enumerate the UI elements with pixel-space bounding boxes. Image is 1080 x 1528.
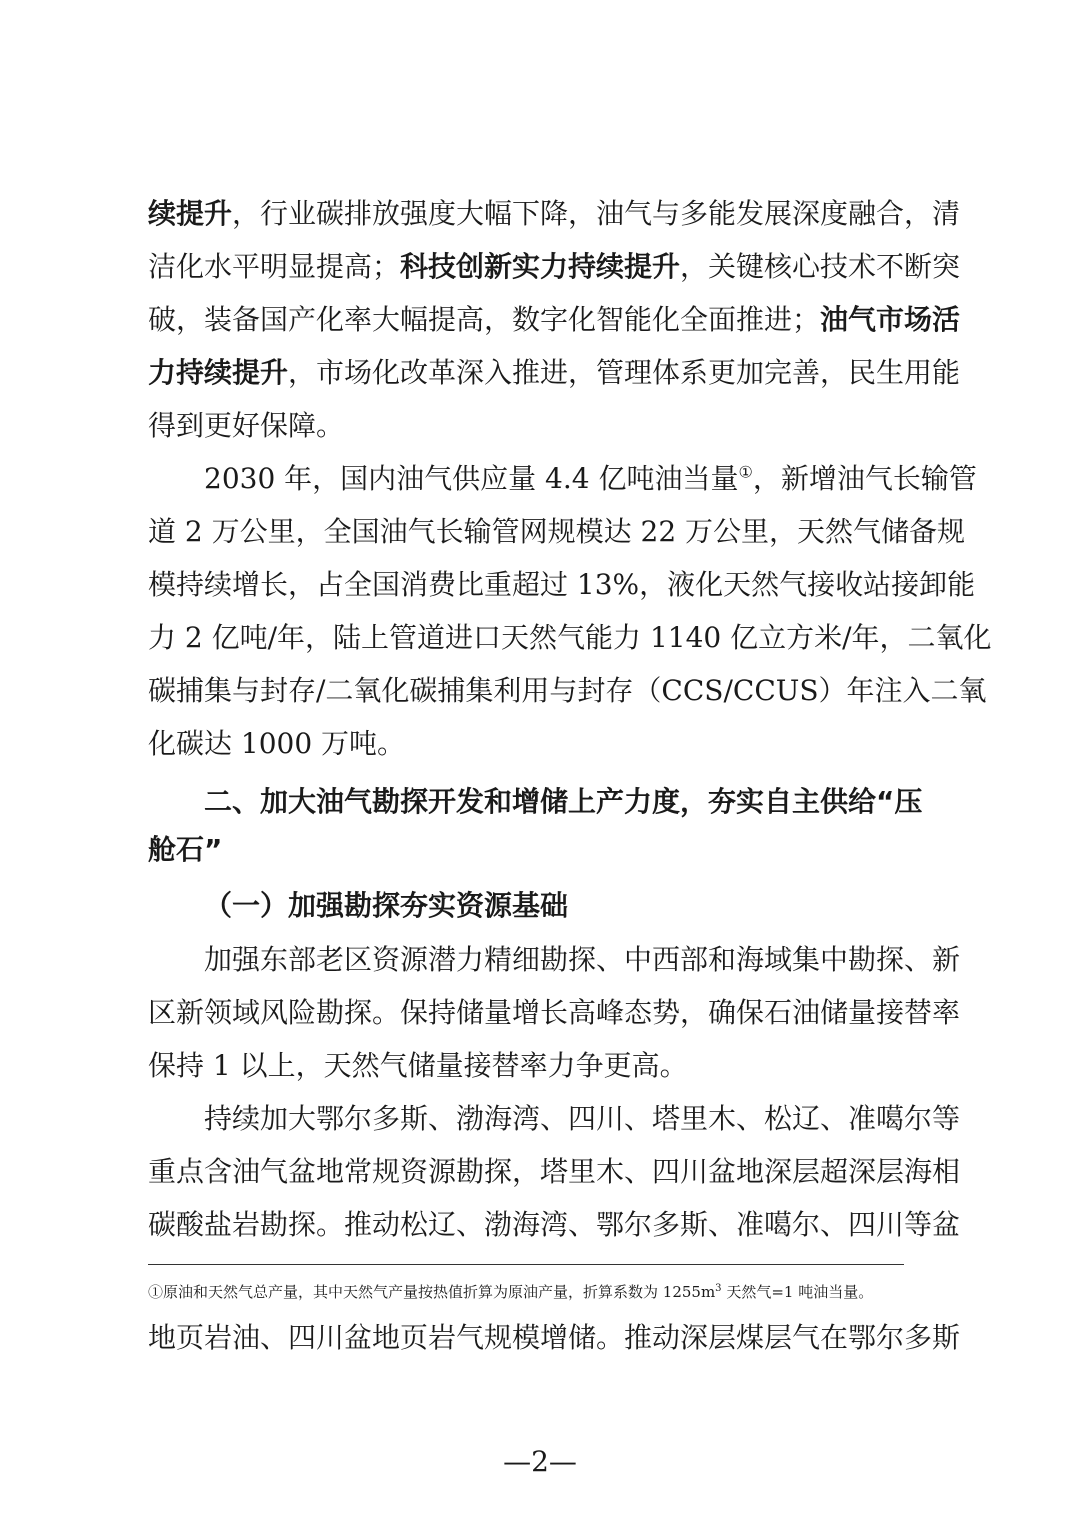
text-line: 加强东部老区资源潜力精细勘探、中西部和海域集中勘探、新 — [204, 943, 961, 976]
text-line: 道 2 万公里，全国油气长输管网规模达 22 万公里，天然气储备规 — [148, 515, 966, 548]
text-line: 持续加大鄂尔多斯、渤海湾、四川、塔里木、松辽、准噶尔等 — [204, 1102, 961, 1135]
text-line — [148, 355, 961, 391]
bold-phrase: 科技创新实力持续提升 — [400, 250, 681, 283]
bold-phrase: 油气市场活 — [820, 303, 961, 336]
text-line — [204, 461, 977, 497]
text-line: 保持 1 以上，天然气储量接替率力争更高。 — [148, 1049, 688, 1082]
text-line: 碳捕集与封存/二氧化碳捕集利用与封存（CCS/CCUS）年注入二氧 — [148, 674, 987, 707]
text-line — [148, 302, 961, 338]
section-heading-cont: 舱石” — [148, 833, 223, 866]
text-line: 得到更好保障。 — [148, 409, 345, 442]
text-line — [148, 196, 961, 232]
bold-phrase: 续提升 — [148, 197, 233, 230]
text-span: ，关键核心技术不断突 — [680, 250, 961, 283]
footnote-text: 天然气=1 吨油当量。 — [721, 1283, 874, 1301]
footnote-marker: ① — [738, 462, 753, 482]
text-line: 地页岩油、四川盆地页岩气规模增储。推动深层煤层气在鄂尔多斯 — [148, 1321, 961, 1354]
text-span: ，市场化改革深入推进，管理体系更加完善，民生用能 — [288, 356, 961, 389]
bold-phrase: 力持续提升 — [148, 356, 289, 389]
text-span: 洁化水平明显提高； — [148, 250, 401, 283]
page-number: —2— — [503, 1445, 577, 1478]
text-line: 重点含油气盆地常规资源勘探，塔里木、四川盆地深层超深层海相 — [148, 1155, 961, 1188]
text-line — [148, 249, 961, 285]
footnote-superscript: 3 — [715, 1283, 722, 1294]
footnote-divider — [148, 1264, 904, 1265]
subsection-heading: （一）加强勘探夯实资源基础 — [204, 889, 569, 922]
text-line: 模持续增长，占全国消费比重超过 13%，液化天然气接收站接卸能 — [148, 568, 976, 601]
footnote-text: ①原油和天然气总产量，其中天然气产量按热值折算为原油产量，折算系数为 1255m — [148, 1283, 716, 1301]
text-line: 化碳达 1000 万吨。 — [148, 727, 406, 760]
section-heading: 二、加大油气勘探开发和增储上产力度，夯实自主供给“压 — [204, 785, 923, 818]
text-line: 碳酸盐岩勘探。推动松辽、渤海湾、鄂尔多斯、准噶尔、四川等盆 — [148, 1208, 961, 1241]
text-line: 区新领域风险勘探。保持储量增长高峰态势，确保石油储量接替率 — [148, 996, 961, 1029]
text-span: 破，装备国产化率大幅提高，数字化智能化全面推进； — [148, 303, 821, 336]
text-span: ，行业碳排放强度大幅下降，油气与多能发展深度融合，清 — [232, 197, 961, 230]
text-line: 力 2 亿吨/年，陆上管道进口天然气能力 1140 亿立方米/年，二氧化 — [148, 621, 992, 654]
text-span: 2030 年，国内油气供应量 4.4 亿吨油当量 — [204, 462, 739, 495]
text-span: ，新增油气长输管 — [752, 462, 977, 495]
footnote — [148, 1280, 932, 1304]
